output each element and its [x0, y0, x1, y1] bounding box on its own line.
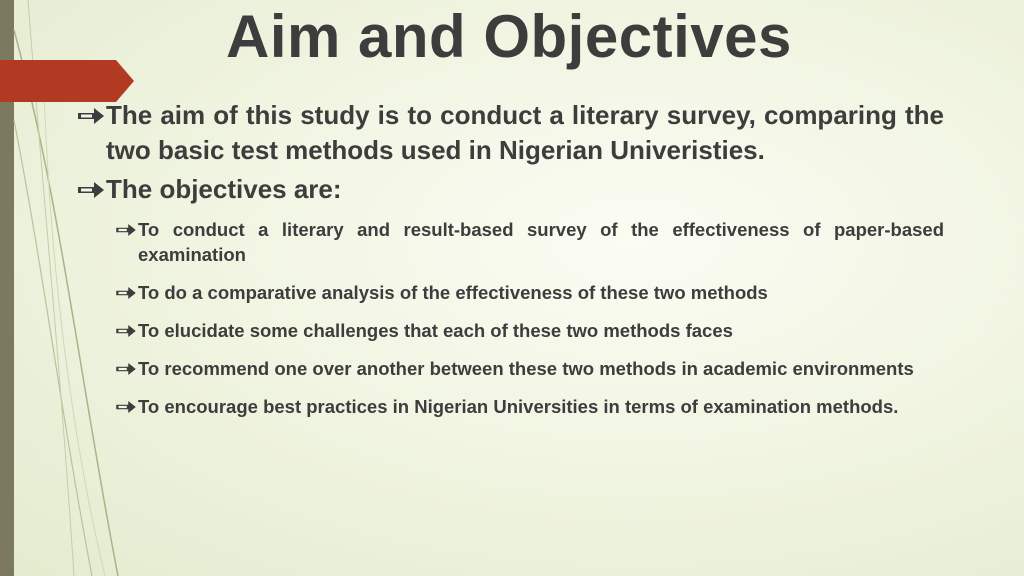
pen-arrow-bullet-icon — [116, 325, 136, 337]
objectives-heading-bullet — [78, 172, 944, 207]
pen-arrow-bullet-icon — [78, 182, 104, 198]
accent-tab — [0, 60, 134, 102]
pen-arrow-bullet-icon — [116, 401, 136, 413]
objective-text: To conduct a literary and result-based survey of the effectiveness of paper-based examination — [138, 219, 944, 265]
aim-text: The aim of this study is to conduct a literary survey, comparing the two basic test methods used in Nigerian Univeristies. — [106, 100, 944, 165]
objectives-heading: The objectives are: — [106, 174, 342, 204]
pen-arrow-bullet-icon — [116, 363, 136, 375]
slide-title: Aim and Objectives — [226, 3, 792, 70]
objective-text: To recommend one over another between these two methods in academic environments — [138, 358, 914, 379]
bullet-list — [78, 98, 944, 432]
objective-item — [116, 217, 944, 267]
pen-arrow-bullet-icon — [116, 224, 136, 236]
pen-arrow-bullet-icon — [116, 287, 136, 299]
objective-item — [116, 318, 944, 343]
aim-bullet — [78, 98, 944, 168]
objective-text: To elucidate some challenges that each of these two methods faces — [138, 320, 733, 341]
objective-item — [116, 356, 944, 381]
objective-item — [116, 394, 944, 419]
objective-item — [116, 280, 944, 305]
pen-arrow-bullet-icon — [78, 108, 104, 124]
objective-text: To encourage best practices in Nigerian Universities in terms of examination methods. — [138, 396, 899, 417]
objective-text: To do a comparative analysis of the effectiveness of these two methods — [138, 282, 768, 303]
